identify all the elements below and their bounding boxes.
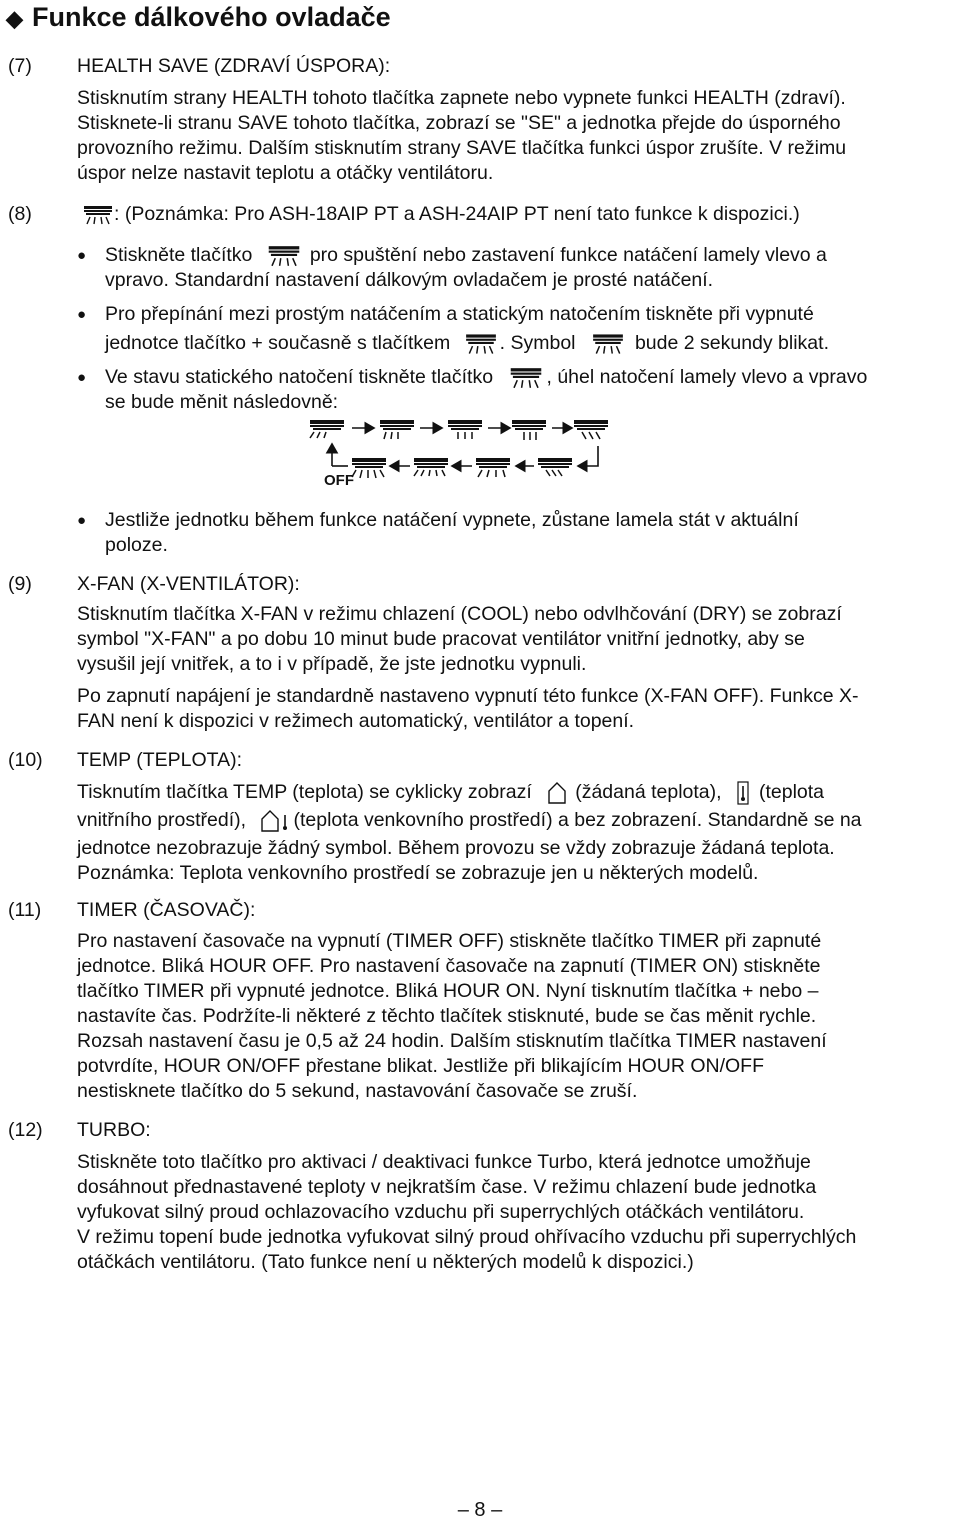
bullet-text (105, 365, 955, 415)
text-span: jednotce tlačítko + současně s tlačítkem (105, 332, 451, 354)
text-span: . Symbol (499, 332, 576, 354)
page-title (6, 0, 391, 34)
section-body (77, 684, 955, 734)
text-span: Tisknutím tlačítka TEMP (teplota) se cyklicky zobrazí (77, 781, 532, 803)
swing-icon (591, 332, 625, 356)
page-number: – 8 – (457, 1499, 503, 1521)
bullet-text (105, 508, 955, 558)
text-line: Stiskněte toto tlačítko pro aktivaci / deaktivaci funkce Turbo, která jednotce umožňuje (77, 1151, 811, 1173)
diamond-bullet-icon: ◆ (6, 6, 23, 31)
section-number: (11) (8, 899, 42, 921)
text-span: (žádaná teplota), (575, 781, 722, 803)
page-title-text: Funkce dálkového ovladače (32, 2, 391, 32)
text-line: Rozsah nastavení času je 0,5 až 24 hodin. Dalším stisknutím tlačítka TIMER nastavení (77, 1030, 827, 1052)
text-span: (teplota venkovního prostředí) a bez zobrazení. Standardně se na (293, 809, 862, 831)
section-heading-text: : (Poznámka: Pro ASH-18AIP PT a ASH-24AIP PT není tato funkce k dispozici.) (114, 203, 800, 225)
section-body (77, 602, 955, 677)
arrow-icon (578, 446, 598, 466)
louver-position-icon (380, 420, 414, 439)
text-line: vysušil její vnitřek, a to i v případě, že jste jednotku vypnuli. (77, 653, 587, 675)
section-heading: TEMP (TEPLOTA): (77, 749, 243, 771)
bullet-text (105, 243, 955, 293)
text-line: se bude měnit následovně: (105, 391, 339, 413)
text-line: Pro nastavení časovače na vypnutí (TIMER OFF) stiskněte tlačítko TIMER při zapnuté (77, 930, 822, 952)
section-body (77, 1150, 955, 1275)
section-number: (7) (8, 55, 32, 77)
swing-icon (508, 366, 544, 390)
text-line: provozního režimu. Dalším stisknutím strany SAVE tlačítka funkci úspor zrušíte. V režimu (77, 137, 847, 159)
text-line: nastavíte čas. Podržíte-li některé z těchto tlačítek stisknuté, bude se čas měnit rychle. (77, 1005, 817, 1027)
section-heading: X-FAN (X-VENTILÁTOR): (77, 573, 300, 595)
section-heading: HEALTH SAVE (ZDRAVÍ ÚSPORA): (77, 55, 391, 77)
text-line: úspor nelze nastavit teplotu a otáčky ventilátoru. (77, 162, 494, 184)
bullet-text (105, 302, 955, 356)
text-line: Poznámka: Teplota venkovního prostředí se zobrazuje jen u některých modelů. (77, 862, 759, 884)
section-body (77, 780, 955, 886)
outdoor-temperature-icon (260, 809, 290, 833)
indoor-thermometer-icon (735, 781, 751, 805)
swing-icon (82, 204, 114, 226)
louver-position-icon (310, 420, 344, 438)
text-span: Stiskněte tlačítko (105, 244, 253, 266)
section-number: (9) (8, 573, 32, 595)
swing-sequence-diagram (302, 414, 612, 496)
text-span: , úhel natočení lamely vlevo a vpravo (546, 366, 868, 388)
text-line: poloze. (105, 534, 168, 556)
text-span: pro spuštění nebo zastavení funkce natáčení lamely vlevo a (309, 244, 827, 266)
swing-icon (464, 332, 498, 356)
text-span: (teplota (758, 781, 825, 803)
text-line: jednotce nezobrazuje žádný symbol. Během provozu se vždy zobrazuje žádaná teplota. (77, 837, 835, 859)
text-span: bude 2 sekundy blikat. (634, 332, 829, 354)
text-line: nestisknete tlačítko do 5 sekund, nastavování časovače se zruší. (77, 1080, 638, 1102)
text-line: jednotce. Bliká HOUR OFF. Pro nastavení časovače na zapnutí (TIMER ON) stiskněte (77, 955, 821, 977)
louver-position-icon (448, 420, 482, 439)
text-line: dosáhnout přednastavené teploty v nejkratším čase. V režimu chlazení bude jednotka (77, 1176, 817, 1198)
text-line: V režimu topení bude jednotka vyfukovat silný proud ohřívacího vzduchu při superrychlých (77, 1226, 857, 1248)
text-span: Ve stavu statického natočení tiskněte tlačítko (105, 366, 494, 388)
section-number: (8) (8, 203, 32, 225)
section-heading: TIMER (ČASOVAČ): (77, 899, 256, 921)
section-number: (10) (8, 749, 43, 771)
text-line: Stisknete-li stranu SAVE tohoto tlačítka, zobrazí se "SE" a jednotka přejde do úsporného (77, 112, 841, 134)
louver-position-icon (512, 420, 546, 440)
section-heading (82, 202, 800, 227)
text-line: FAN není k dispozici v režimech automatický, ventilátor a topení. (77, 710, 635, 732)
off-label: OFF (324, 472, 354, 489)
text-line: otáčkách ventilátoru. (Tato funkce není u některých modelů k dispozici.) (77, 1251, 694, 1273)
text-line: Stisknutím strany HEALTH tohoto tlačítka zapnete nebo vypnete funkci HEALTH (zdraví). (77, 87, 846, 109)
louver-position-icon (352, 458, 386, 478)
text-line: vpravo. Standardní nastavení dálkovým ovladačem je prosté natáčení. (105, 269, 714, 291)
louver-position-icon (414, 458, 448, 476)
text-line: vyfukovat silný proud ochlazovacího vzduchu při superrychlých otáčkách ventilátoru. (77, 1201, 805, 1223)
section-heading: TURBO: (77, 1119, 151, 1141)
text-span: vnitřního prostředí), (77, 809, 247, 831)
bullet-icon: ● (77, 306, 87, 323)
louver-position-icon (574, 420, 608, 439)
text-line: tlačítko TIMER při vypnuté jednotce. Bliká HOUR ON. Nyní tisknutím tlačítka + nebo – (77, 980, 819, 1002)
text-line: potvrdíte, HOUR ON/OFF přestane blikat. Jestliže při blikajícím HOUR ON/OFF (77, 1055, 764, 1077)
section-body (77, 86, 955, 186)
text-line: symbol "X-FAN" a po dobu 10 minut bude pracovat ventilátor vnitřní jednotky, aby se (77, 628, 805, 650)
swing-icon (266, 244, 302, 268)
section-body (77, 929, 955, 1104)
text-line: Pro přepínání mezi prostým natáčením a statickým natočením tiskněte při vypnuté (105, 303, 814, 325)
louver-position-icon (538, 458, 572, 476)
bullet-icon: ● (77, 369, 87, 386)
text-line: Stisknutím tlačítka X-FAN v režimu chlazení (COOL) nebo odvlhčování (DRY) se zobrazí (77, 603, 842, 625)
text-line: Po zapnutí napájení je standardně nastaveno vypnutí této funkce (X-FAN OFF). Funkce X- (77, 685, 859, 707)
bullet-icon: ● (77, 512, 87, 529)
house-icon (547, 781, 567, 805)
section-number: (12) (8, 1119, 43, 1141)
louver-position-icon (476, 458, 510, 477)
text-line: Jestliže jednotku během funkce natáčení vypnete, zůstane lamela stát v aktuální (105, 509, 799, 531)
bullet-icon: ● (77, 247, 87, 264)
